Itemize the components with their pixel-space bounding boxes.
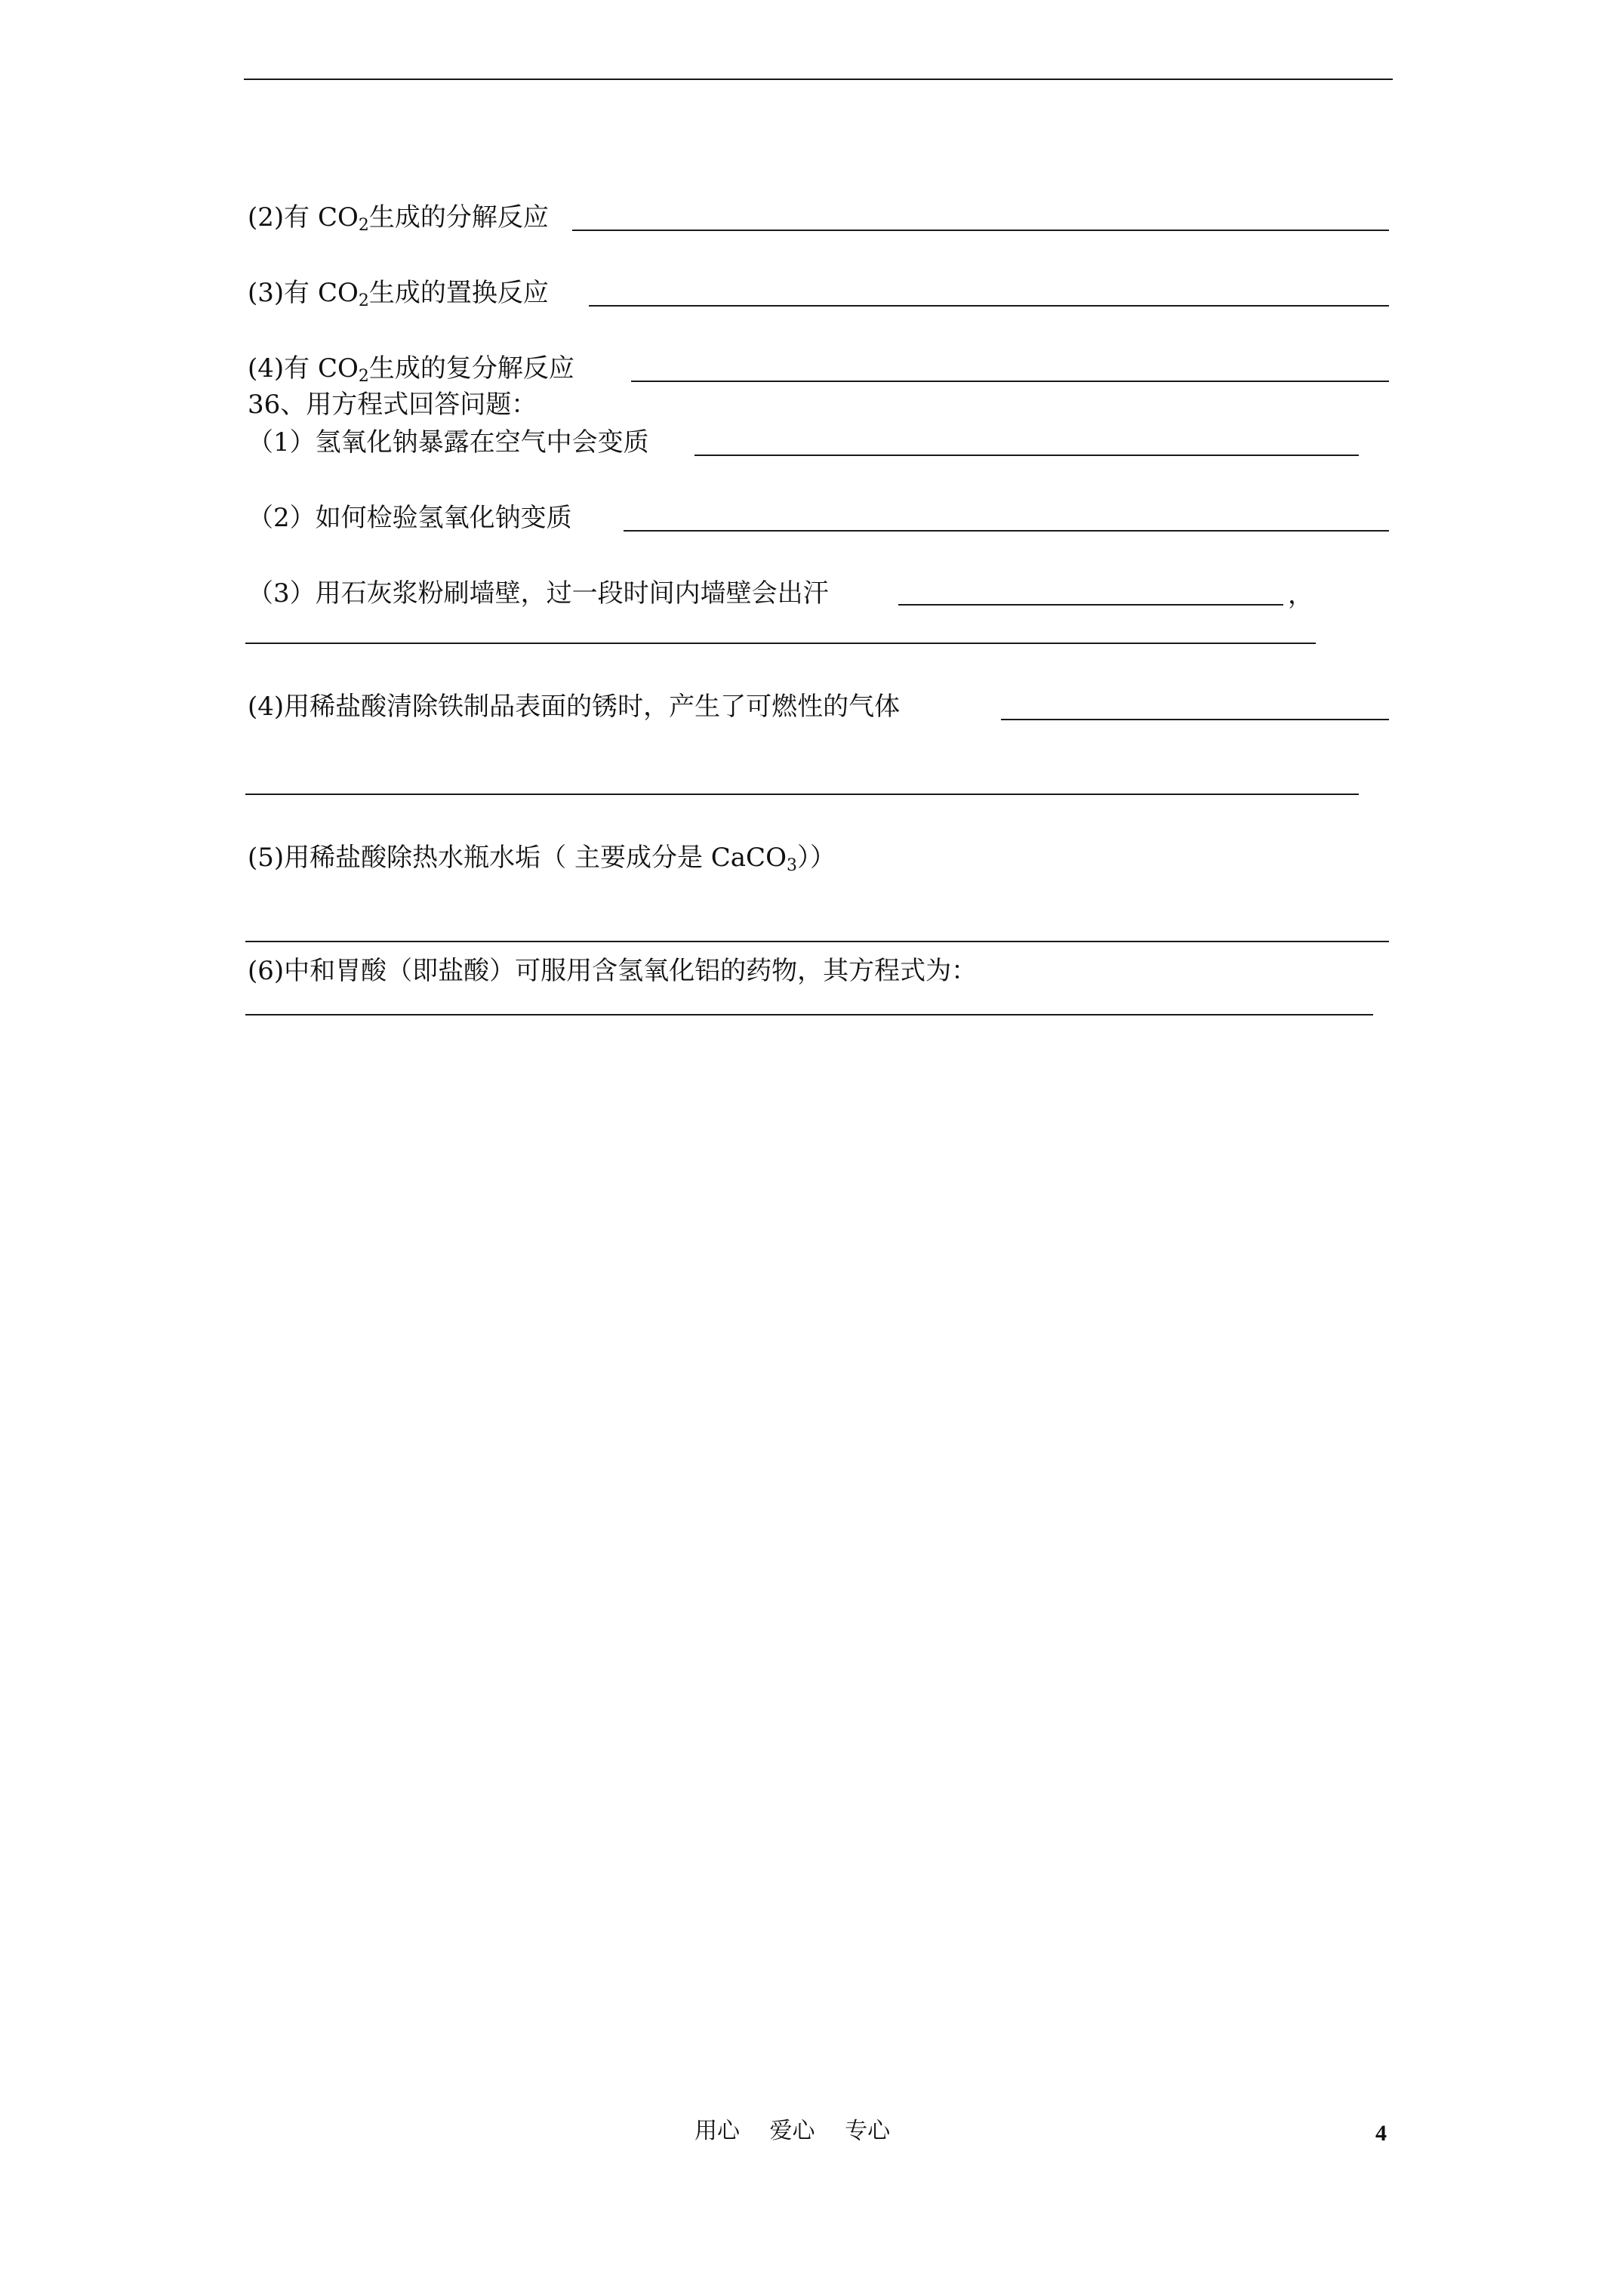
q35-item2-suffix: 生成的分解反应 <box>368 202 549 233</box>
q35-item3 <box>248 278 549 308</box>
q35-item2-subscript: 2 <box>358 216 369 235</box>
q36-item2-answer-line[interactable] <box>624 530 1389 532</box>
q36-item3-answer-line-2[interactable] <box>245 643 1316 644</box>
q36-item6: (6)中和胃酸（即盐酸）可服用含氢氧化铝的药物，其方程式为： <box>248 956 978 986</box>
page-number: 4 <box>1375 2121 1387 2146</box>
q35-item3-answer-line[interactable] <box>589 305 1389 307</box>
q35-item3-subscript: 2 <box>358 291 369 310</box>
q35-item4-answer-line[interactable] <box>631 381 1389 382</box>
footer-motto: 用心 爱心 专心 <box>694 2118 891 2144</box>
q35-item2 <box>248 202 549 233</box>
q36-title: 36、用方程式回答问题： <box>248 390 537 420</box>
q36-item5-subscript: 3 <box>786 856 797 875</box>
q36-item4-answer-line[interactable] <box>1001 719 1389 720</box>
q36-item5-suffix: ）） <box>796 843 836 873</box>
q35-item4-subscript: 2 <box>358 367 369 386</box>
q36-item4: (4)用稀盐酸清除铁制品表面的锈时，产生了可燃性的气体 <box>248 692 901 722</box>
q35-item3-suffix: 生成的置换反应 <box>368 278 549 308</box>
q35-item4 <box>248 353 574 384</box>
q35-item4-prefix: (4)有 CO <box>248 353 359 384</box>
q35-item2-answer-line[interactable] <box>572 230 1389 231</box>
q35-item2-prefix: (2)有 CO <box>248 202 359 233</box>
q36-item2: （2）如何检验氢氧化钠变质 <box>248 503 572 533</box>
q35-item4-suffix: 生成的复分解反应 <box>368 353 574 384</box>
q36-item1-answer-line[interactable] <box>694 455 1359 456</box>
q36-item4-answer-line-2[interactable] <box>245 794 1359 795</box>
q35-item3-prefix: (3)有 CO <box>248 278 359 308</box>
q36-item3-comma: ， <box>1288 580 1313 610</box>
q36-item5-prefix: (5)用稀盐酸除热水瓶水垢（ 主要成分是 CaCO <box>248 843 787 873</box>
q36-item5-answer-line[interactable] <box>245 941 1389 942</box>
q36-item1: （1）氢氧化钠暴露在空气中会变质 <box>248 427 649 458</box>
q36-item6-answer-line[interactable] <box>245 1014 1373 1015</box>
q36-item5 <box>248 843 836 873</box>
q36-item3-answer-line[interactable] <box>898 604 1283 606</box>
q36-item3: （3）用石灰浆粉刷墙壁，过一段时间内墙壁会出汗 <box>248 578 829 609</box>
header-rule <box>244 79 1393 80</box>
